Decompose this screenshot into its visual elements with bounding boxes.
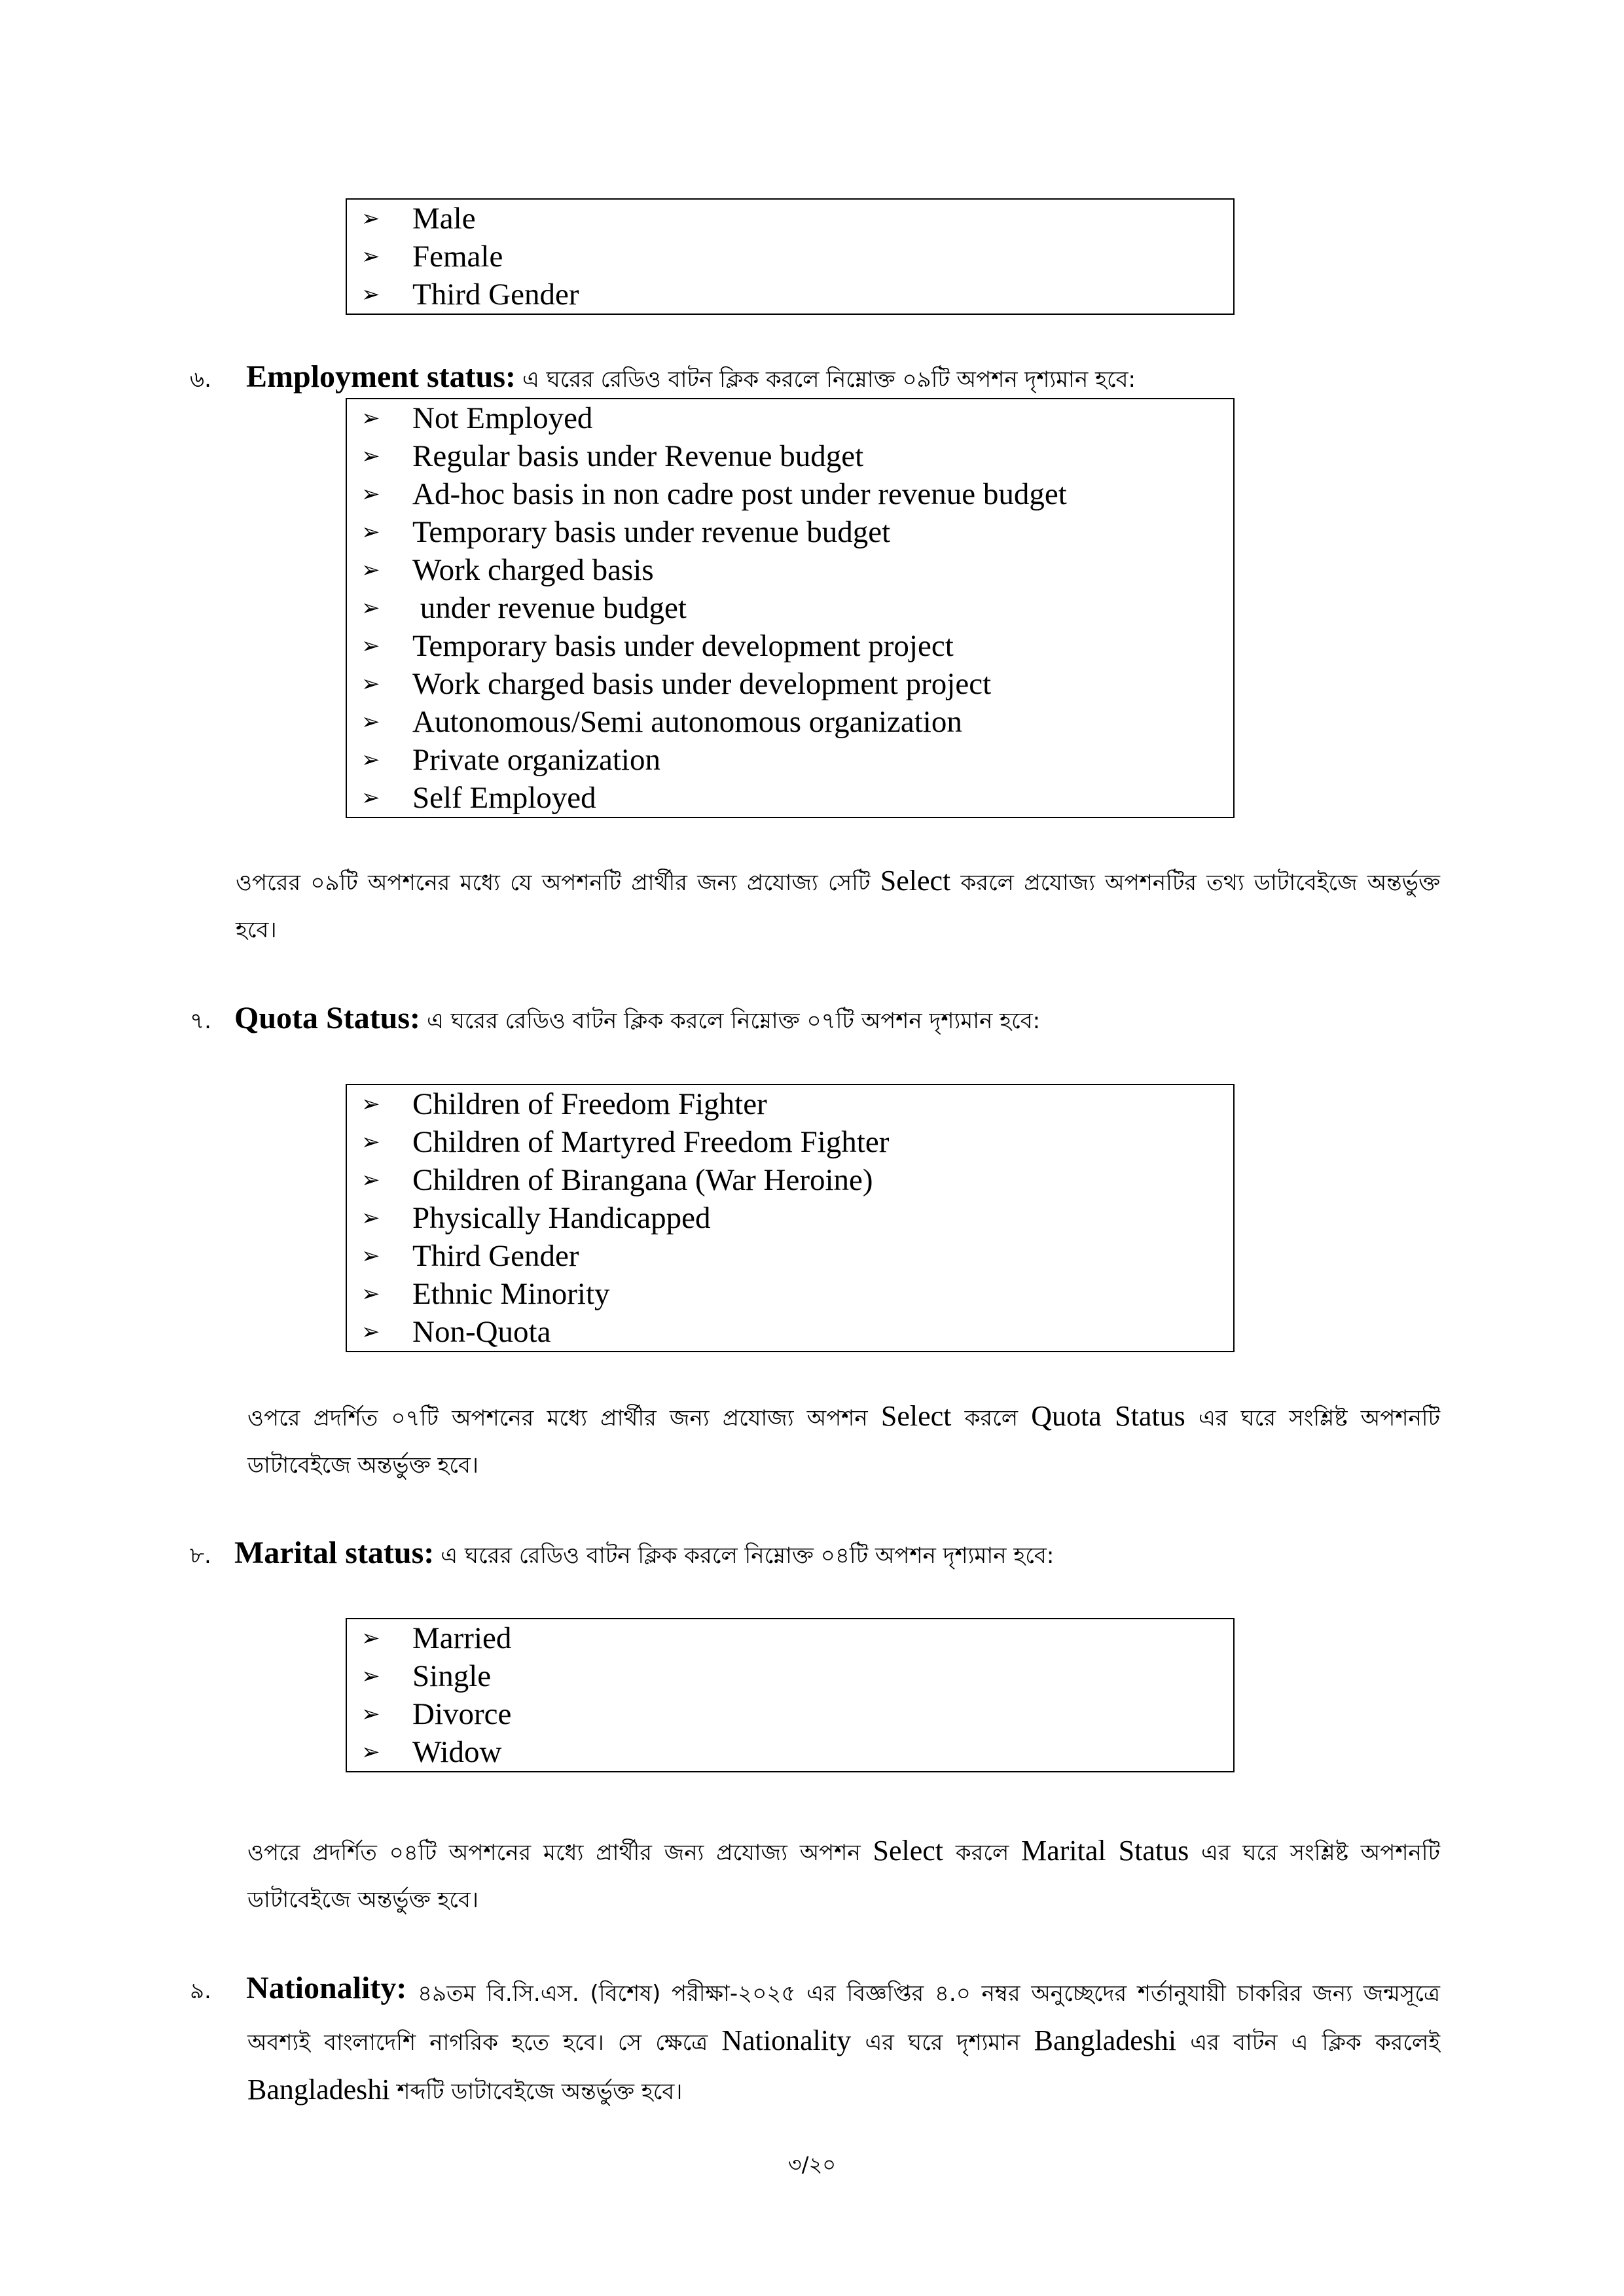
- arrow-bullet-icon: ➢: [361, 481, 380, 507]
- arrow-bullet-icon: ➢: [361, 1205, 380, 1231]
- arrow-bullet-icon: ➢: [361, 1243, 380, 1269]
- option-label: Ad-hoc basis in non cadre post under revenue budget: [412, 477, 1067, 511]
- option-item: [347, 1313, 1233, 1351]
- option-label: Work charged basis: [412, 553, 654, 587]
- employment-note: [236, 857, 1440, 954]
- arrow-bullet-icon: ➢: [361, 443, 380, 469]
- option-label: Non-Quota: [412, 1315, 551, 1349]
- option-item: [347, 551, 1233, 589]
- nationality-label: Nationality:: [246, 1971, 407, 2005]
- option-label: Temporary basis under development project: [412, 629, 954, 663]
- option-item: [347, 1237, 1233, 1275]
- nationality-text-value: Bangladeshi: [247, 2073, 390, 2106]
- marital-note-part: করলে: [955, 1840, 1009, 1866]
- option-label: Temporary basis under revenue budget: [412, 515, 891, 549]
- nationality-text-field: Nationality: [721, 2024, 852, 2056]
- option-item: [347, 1085, 1233, 1123]
- option-label: Private organization: [412, 743, 660, 777]
- employment-number: ৬.: [190, 367, 211, 393]
- marital-label: Marital status:: [234, 1535, 435, 1570]
- employment-heading: [190, 359, 1136, 398]
- page-number: ৩/২০: [787, 2152, 837, 2177]
- option-label: Self Employed: [412, 781, 596, 815]
- option-item: [347, 1161, 1233, 1199]
- nationality-text-part: ৪৯তম বি.সি.এস. (বিশেষ) পরীক্ষা-২০২৫ এর বিজ্ঞপ্তির ৪.০ নম্বর অনুচ্ছেদের শর্তানুযায়ী চাকরির জন্য জন্মসূত্রে অবশ্যই বাংলাদেশি নাগরিক হতে হবে। সে ক্ষেত্রে: [247, 1981, 1440, 2056]
- marital-note: [247, 1827, 1440, 1924]
- marital-note-part: ওপরে প্রদর্শিত ০৪টি অপশনের মধ্যে প্রার্থীর জন্য প্রযোজ্য অপশন: [247, 1840, 861, 1866]
- option-item: [347, 589, 1233, 627]
- option-item: [347, 1123, 1233, 1161]
- arrow-bullet-icon: ➢: [361, 1091, 380, 1117]
- option-item: [347, 437, 1233, 475]
- nationality-text-part: এর বাটন এ ক্লিক করলেই: [1190, 2030, 1441, 2056]
- option-item: [347, 1619, 1233, 1657]
- quota-note-part: করলে: [964, 1405, 1019, 1431]
- arrow-bullet-icon: ➢: [361, 1129, 380, 1155]
- arrow-bullet-icon: ➢: [361, 1739, 380, 1765]
- marital-note-select: Select: [873, 1835, 943, 1867]
- employment-options-list: [347, 399, 1233, 817]
- arrow-bullet-icon: ➢: [361, 519, 380, 545]
- option-label: Divorce: [412, 1697, 512, 1731]
- arrow-bullet-icon: ➢: [361, 633, 380, 659]
- nationality-number: ৯.: [190, 1978, 211, 2004]
- option-label: Third Gender: [412, 278, 579, 312]
- arrow-bullet-icon: ➢: [361, 747, 380, 773]
- option-label: Children of Martyred Freedom Fighter: [412, 1125, 890, 1159]
- option-label: Physically Handicapped: [412, 1201, 711, 1235]
- option-label: Autonomous/Semi autonomous organization: [412, 705, 962, 739]
- option-label: Ethnic Minority: [412, 1277, 610, 1311]
- option-item: [347, 1199, 1233, 1237]
- quota-options-list: [347, 1085, 1233, 1351]
- arrow-bullet-icon: ➢: [361, 1625, 380, 1651]
- option-item: [347, 1733, 1233, 1771]
- option-label: Work charged basis under development project: [412, 667, 992, 701]
- employment-options-box: [346, 398, 1235, 818]
- arrow-bullet-icon: ➢: [361, 595, 380, 621]
- quota-number: ৭.: [190, 1008, 211, 1034]
- quota-note: [247, 1393, 1440, 1489]
- option-label: Widow: [412, 1735, 502, 1769]
- option-label: Female: [412, 240, 503, 274]
- employment-note-select: Select: [880, 865, 951, 897]
- option-item: [347, 200, 1233, 238]
- option-label: Male: [412, 202, 476, 236]
- arrow-bullet-icon: ➢: [361, 1701, 380, 1727]
- option-item: [347, 276, 1233, 314]
- employment-note-part: করলে প্রযোজ্য অপশনটির তথ্য ডাটাবেইজে অন্তর্ভুক্ত হবে।: [236, 870, 1441, 943]
- marital-options-list: [347, 1619, 1233, 1771]
- arrow-bullet-icon: ➢: [361, 1319, 380, 1345]
- option-item: [347, 779, 1233, 817]
- quota-label: Quota Status:: [234, 1001, 421, 1035]
- nationality-text-part: এর ঘরে দৃশ্যমান: [865, 2030, 1020, 2056]
- employment-text: এ ঘরের রেডিও বাটন ক্লিক করলে নিম্নোক্ত ০৯টি অপশন দৃশ্যমান হবে:: [522, 367, 1136, 393]
- gender-options-box: [346, 198, 1235, 315]
- option-item: [347, 475, 1233, 513]
- arrow-bullet-icon: ➢: [361, 671, 380, 697]
- option-label: Single: [412, 1659, 492, 1693]
- option-item: [347, 399, 1233, 437]
- option-item: [347, 1657, 1233, 1695]
- option-label: Regular basis under Revenue budget: [412, 439, 864, 473]
- option-item: [347, 1695, 1233, 1733]
- option-item: [347, 627, 1233, 665]
- quota-heading: [190, 1000, 1040, 1039]
- arrow-bullet-icon: ➢: [361, 709, 380, 735]
- option-item: [347, 1275, 1233, 1313]
- marital-note-part: এর ঘরে সংশ্লিষ্ট অপশনটি ডাটাবেইজে অন্তর্ভুক্ত হবে।: [247, 1840, 1440, 1913]
- employment-note-part: ওপরের ০৯টি অপশনের মধ্যে যে অপশনটি প্রার্থীর জন্য প্রযোজ্য সেটি: [236, 870, 871, 896]
- arrow-bullet-icon: ➢: [361, 405, 380, 431]
- arrow-bullet-icon: ➢: [361, 1167, 380, 1193]
- arrow-bullet-icon: ➢: [361, 1663, 380, 1689]
- marital-number: ৮.: [190, 1543, 211, 1569]
- option-item: [347, 238, 1233, 276]
- arrow-bullet-icon: ➢: [361, 557, 380, 583]
- nationality-text-part: শব্দটি ডাটাবেইজে অন্তর্ভুক্ত হবে।: [397, 2079, 683, 2105]
- arrow-bullet-icon: ➢: [361, 1281, 380, 1307]
- quota-note-part: এর ঘরে সংশ্লিষ্ট অপশনটি ডাটাবেইজে অন্তর্ভুক্ত হবে।: [247, 1405, 1440, 1479]
- arrow-bullet-icon: ➢: [361, 243, 380, 270]
- arrow-bullet-icon: ➢: [361, 281, 380, 308]
- option-label: Married: [412, 1621, 512, 1655]
- option-item: [347, 513, 1233, 551]
- arrow-bullet-icon: ➢: [361, 785, 380, 811]
- marital-heading: [190, 1535, 1054, 1574]
- nationality-text: [247, 1970, 1440, 2115]
- quota-note-field: Quota Status: [1031, 1400, 1185, 1432]
- option-label: Third Gender: [412, 1239, 579, 1273]
- option-label: under revenue budget: [412, 591, 687, 625]
- option-label: Not Employed: [412, 401, 593, 435]
- quota-options-box: [346, 1084, 1235, 1352]
- option-item: [347, 665, 1233, 703]
- employment-label: Employment status:: [246, 359, 516, 394]
- quota-note-part: ওপরে প্রদর্শিত ০৭টি অপশনের মধ্যে প্রার্থীর জন্য প্রযোজ্য অপশন: [247, 1405, 868, 1431]
- marital-options-box: [346, 1618, 1235, 1772]
- quota-text: এ ঘরের রেডিও বাটন ক্লিক করলে নিম্নোক্ত ০৭টি অপশন দৃশ্যমান হবে:: [427, 1008, 1041, 1034]
- quota-note-select: Select: [880, 1400, 952, 1432]
- option-label: Children of Freedom Fighter: [412, 1087, 767, 1121]
- arrow-bullet-icon: ➢: [361, 206, 380, 232]
- option-item: [347, 703, 1233, 741]
- option-label: Children of Birangana (War Heroine): [412, 1163, 873, 1197]
- gender-options-list: [347, 200, 1233, 314]
- nationality-text-value: Bangladeshi: [1034, 2024, 1177, 2056]
- marital-note-field: Marital Status: [1021, 1835, 1189, 1867]
- marital-text: এ ঘরের রেডিও বাটন ক্লিক করলে নিম্নোক্ত ০৪টি অপশন দৃশ্যমান হবে:: [441, 1543, 1055, 1569]
- option-item: [347, 741, 1233, 779]
